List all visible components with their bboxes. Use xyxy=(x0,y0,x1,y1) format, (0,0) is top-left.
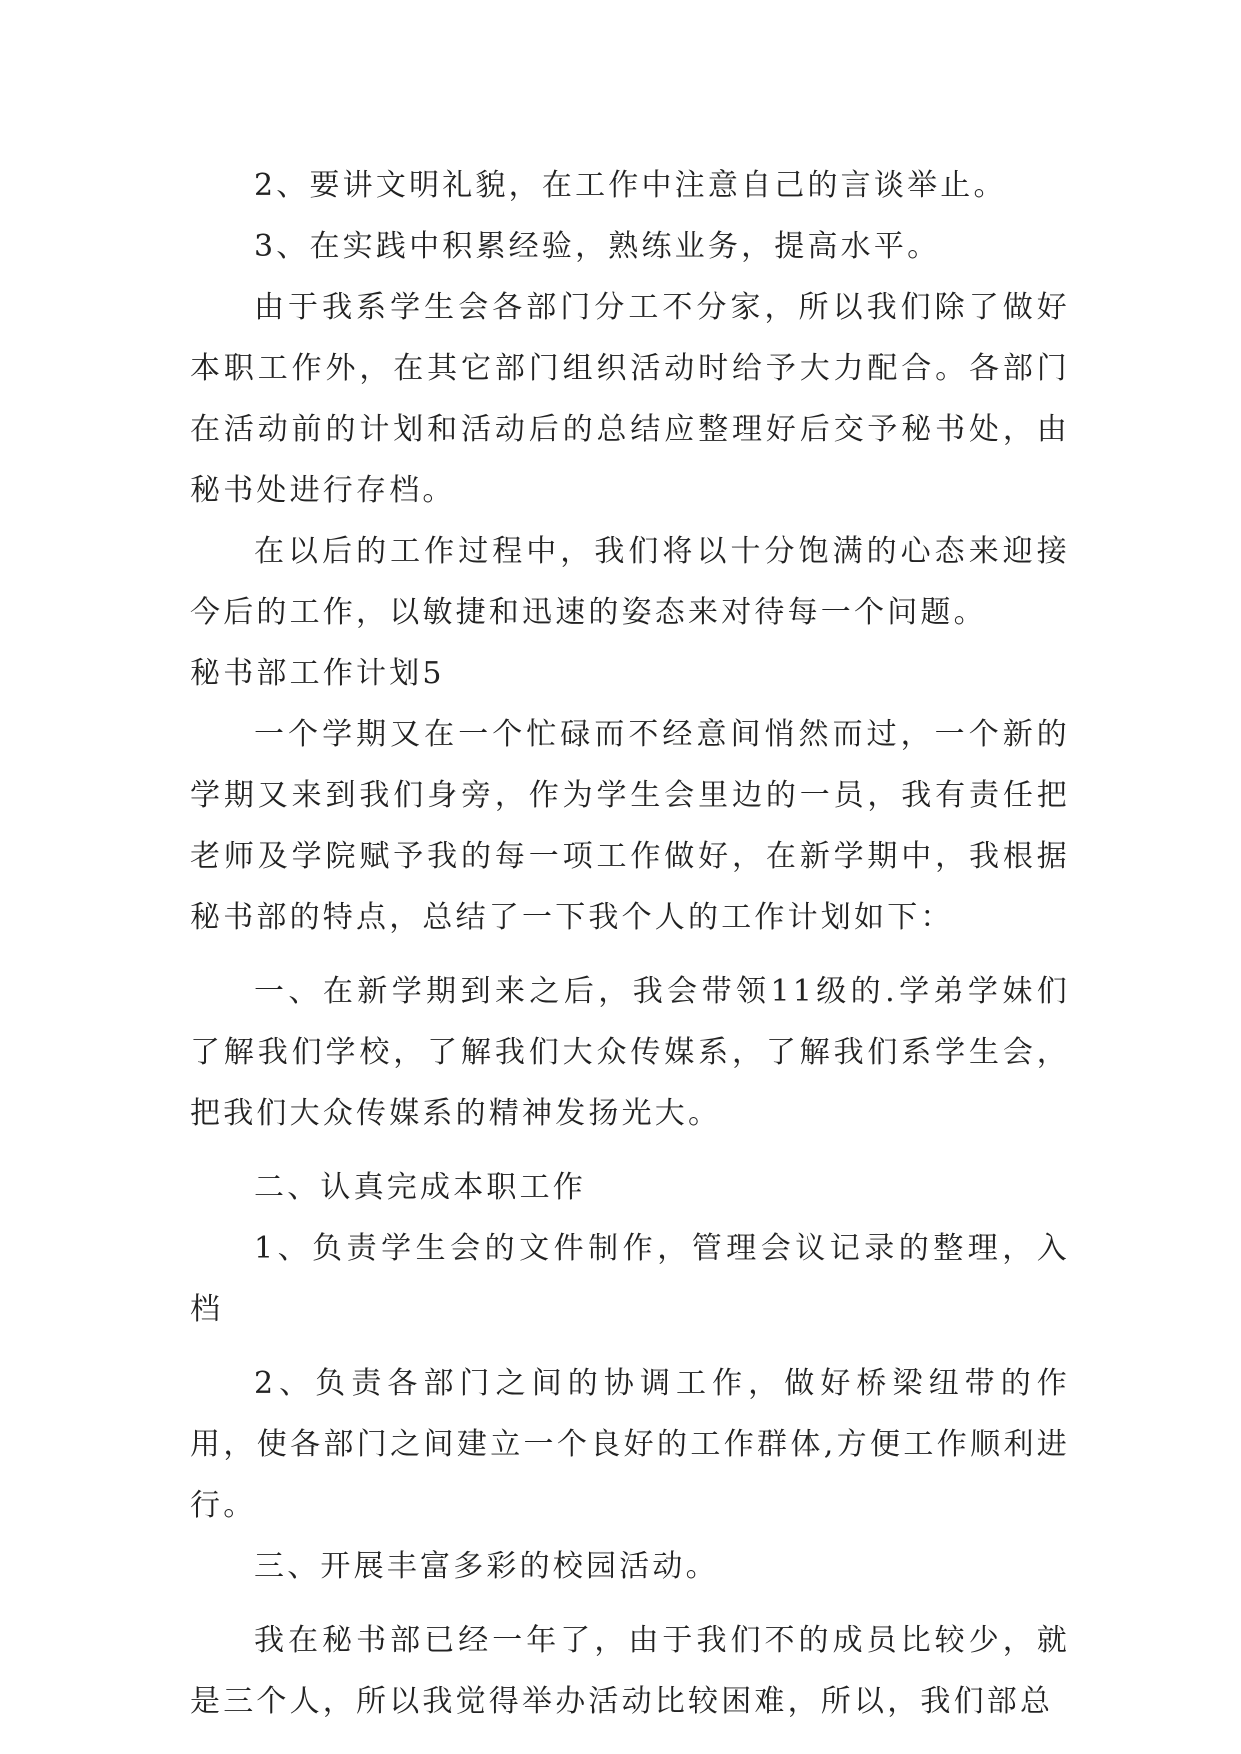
paragraph-closing: 我在秘书部已经一年了，由于我们不的成员比较少，就是三个人，所以我觉得举办活动比较困难，所以，我们部总 xyxy=(190,1623,1070,1719)
paragraph-point-three: 三、开展丰富多彩的校园活动。 xyxy=(254,1549,719,1584)
document-body xyxy=(190,155,1070,1732)
paragraph-intro: 一个学期又在一个忙碌而不经意间悄然而过，一个新的学期又来到我们身旁，作为学生会里边的一员，我有责任把老师及学院赋予我的每一项工作做好，在新学期中，我根据秘书部的特点，总结了一下我个人的工作计划如下： xyxy=(190,717,1070,935)
paragraph-division-of-work: 由于我系学生会各部门分工不分家，所以我们除了做好本职工作外，在其它部门组织活动时给予大力配合。各部门在活动前的计划和活动后的总结应整理好后交予秘书处，由秘书处进行存档。 xyxy=(190,290,1070,508)
section-heading: 秘书部工作计划5 xyxy=(190,656,445,691)
paragraph-point-one: 一、在新学期到来之后，我会带领11级的.学弟学妹们了解我们学校，了解我们大众传媒系，了解我们系学生会，把我们大众传媒系的精神发扬光大。 xyxy=(190,974,1070,1131)
paragraph-item-2: 2、要讲文明礼貌，在工作中注意自己的言谈举止。 xyxy=(254,168,1007,203)
paragraph-subpoint-1: 1、负责学生会的文件制作，管理会议记录的整理，入档 xyxy=(190,1231,1070,1327)
paragraph-item-3: 3、在实践中积累经验，熟练业务，提高水平。 xyxy=(254,229,941,264)
paragraph-future-work: 在以后的工作过程中，我们将以十分饱满的心态来迎接今后的工作，以敏捷和迅速的姿态来对待每一个问题。 xyxy=(190,534,1070,630)
paragraph-point-two: 二、认真完成本职工作 xyxy=(254,1170,586,1205)
paragraph-subpoint-2: 2、负责各部门之间的协调工作，做好桥梁纽带的作用，使各部门之间建立一个良好的工作群体,方便工作顺利进行。 xyxy=(190,1366,1070,1523)
